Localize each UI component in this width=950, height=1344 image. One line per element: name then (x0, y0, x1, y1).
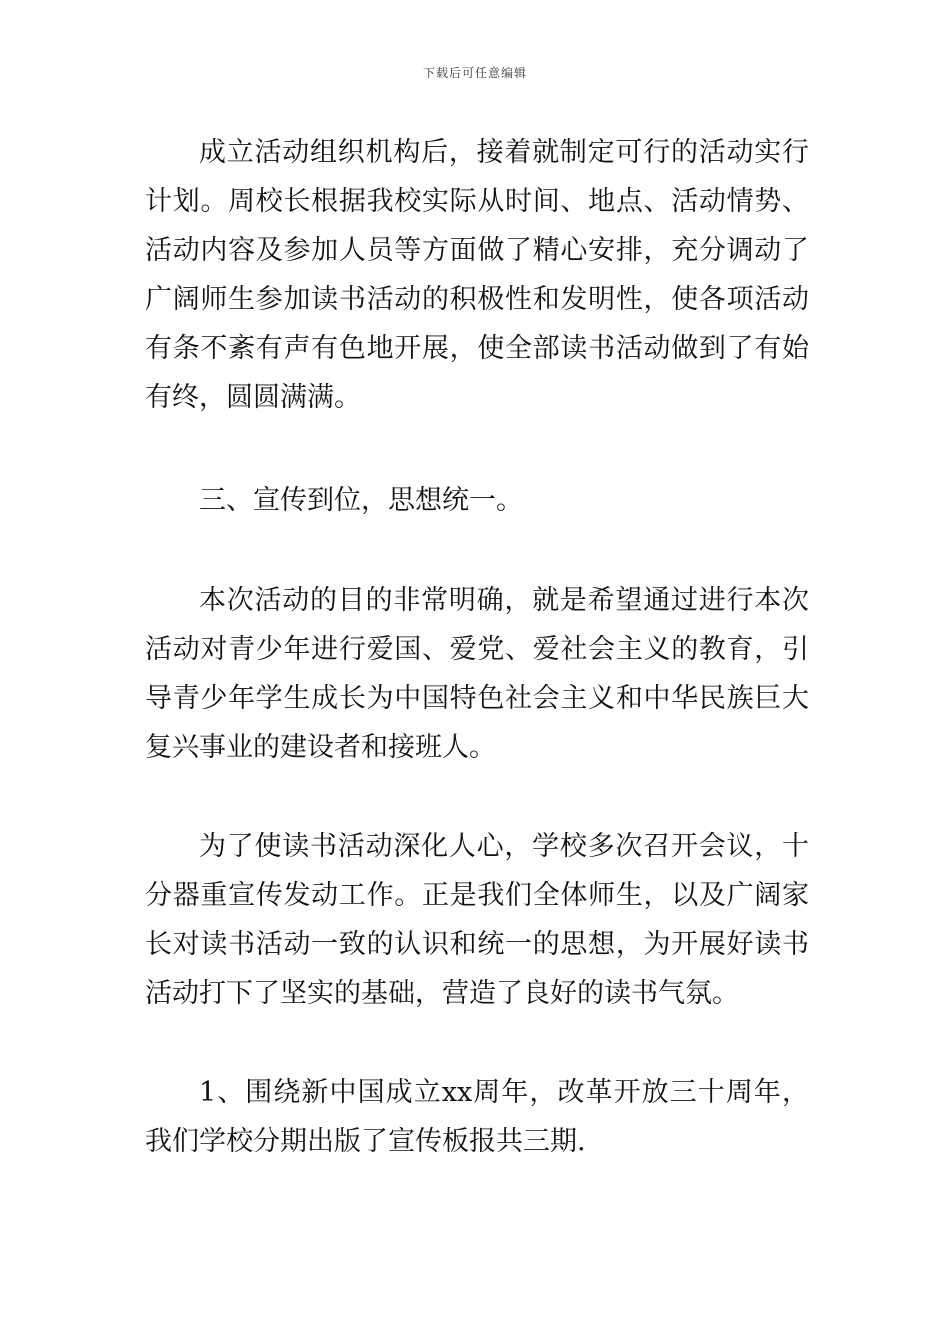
paragraph-plan: 成立活动组织机构后，接着就制定可行的活动实行计划。周校长根据我校实际从时间、地点、活动情势、活动内容及参加人员等方面做了精心安排，充分调动了广阔师生参加读书活动的积极性和发明性，使各项活动有条不紊有声有色地开展，使全部读书活动做到了有始有终，圆圆满满。 (145, 137, 809, 413)
paragraph-purpose: 本次活动的目的非常明确，就是希望通过进行本次活动对青少年进行爱国、爱党、爱社会主义的教育，引导青少年学生成长为中国特色社会主义和中华民族巨大复兴事业的建设者和接班人。 (145, 585, 809, 763)
header-note: 下载后可任意编辑 (422, 66, 527, 80)
paragraph-meetings: 为了使读书活动深化人心，学校多次召开会议，十分器重宣传发动工作。正是我们全体师生，以及广阔家长对读书活动一致的认识和统一的思想，为开展好读书活动打下了坚实的基础，营造了良好的读书气氛。 (145, 831, 809, 1009)
section-heading-publicity: 三、宣传到位，思想统一。 (199, 485, 523, 516)
list-item-boards: 1、围绕新中国成立xx周年，改革开放三十周年，我们学校分期出版了宣传板报共三期. (145, 1077, 809, 1157)
